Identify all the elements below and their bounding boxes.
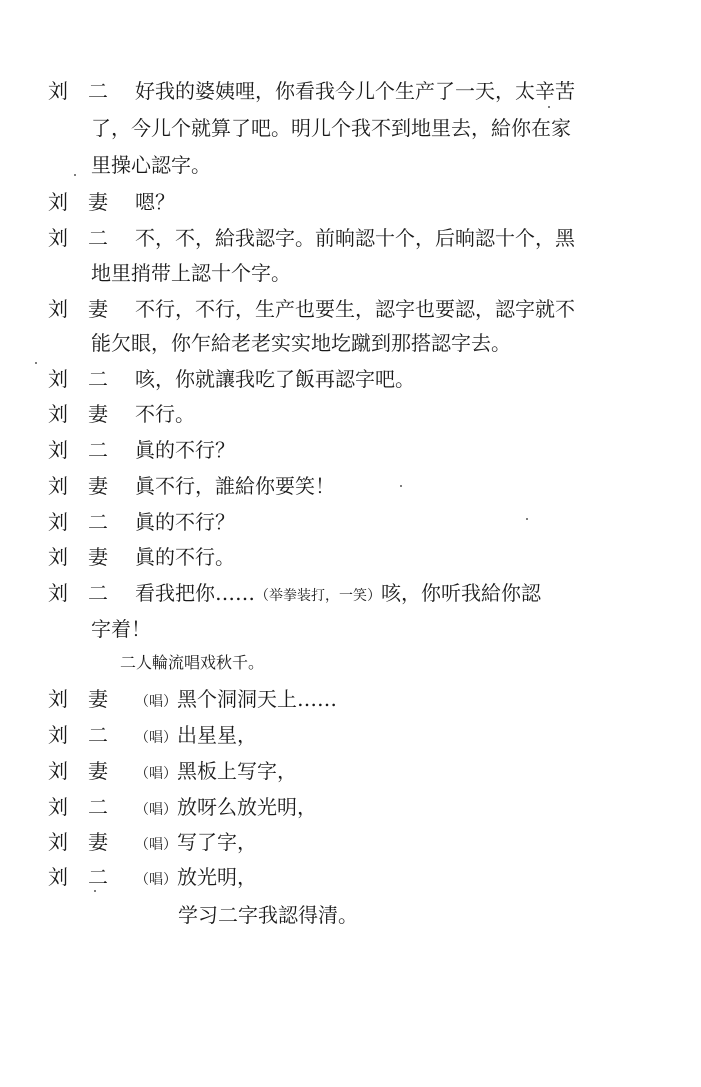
dialogue-text-part: 看我把你……	[135, 581, 255, 605]
sing-mark: （唱）	[135, 837, 177, 853]
song-text	[135, 829, 257, 858]
dialogue-text: 不行。	[135, 402, 195, 426]
dialogue-text: 不行，不行，生产也要生，認字也要認，認字就不	[135, 297, 575, 321]
dialogue-text-part: 咳，你听我給你認	[381, 581, 541, 605]
print-speck	[400, 485, 402, 487]
song-text	[135, 722, 257, 751]
song-lyric: 黑板上写字，	[177, 759, 297, 783]
speaker-label: 刘妻	[48, 545, 128, 569]
song-lyric: 写了字，	[177, 830, 257, 854]
speaker-label: 刘妻	[48, 830, 128, 854]
speaker-label: 刘二	[48, 438, 128, 462]
print-speck	[94, 890, 96, 892]
song-text	[135, 758, 297, 787]
sing-mark: （唱）	[135, 694, 177, 710]
dialogue-continuation: 了，今儿个就算了吧。明儿个我不到地里去，給你在家	[91, 116, 571, 140]
song-lyric: 黑个洞洞天上……	[177, 687, 337, 711]
speaker-label: 刘二	[48, 226, 128, 250]
dialogue-continuation: 字着！	[91, 617, 151, 641]
speaker-label: 刘二	[48, 510, 128, 534]
print-speck	[74, 174, 76, 176]
dialogue-continuation: 能欠眼，你乍給老老实实地圪蹴到那搭認字去。	[91, 331, 511, 355]
speaker-label: 刘妻	[48, 297, 128, 321]
dialogue-text: 好我的婆姨哩，你看我今儿个生产了一天，太辛苦	[135, 79, 575, 103]
song-lyric: 放光明，	[177, 865, 257, 889]
song-text	[135, 864, 257, 893]
dialogue-text: 眞的不行？	[135, 438, 235, 462]
speaker-label: 刘二	[48, 723, 128, 747]
sing-mark: （唱）	[135, 730, 177, 746]
song-text	[135, 686, 337, 715]
dialogue-continuation: 地里捎带上認十个字。	[91, 261, 291, 285]
speaker-label: 刘妻	[48, 402, 128, 426]
speaker-label: 刘二	[48, 795, 128, 819]
inline-stage-direction: （举拳装打，一笑）	[255, 588, 381, 604]
dialogue-text: 眞的不行。	[135, 545, 235, 569]
song-lyric: 放呀么放光明，	[177, 795, 317, 819]
dialogue-text	[135, 580, 541, 609]
speaker-label: 刘二	[48, 367, 128, 391]
dialogue-text: 不，不，給我認字。前晌認十个，后晌認十个，黑	[135, 226, 575, 250]
speaker-label: 刘妻	[48, 687, 128, 711]
print-speck	[526, 518, 528, 520]
song-text	[135, 794, 317, 823]
dialogue-text: 眞不行，誰給你要笑！	[135, 474, 335, 498]
speaker-label: 刘妻	[48, 474, 128, 498]
stage-direction: 二人輪流唱戏秋千。	[120, 653, 265, 672]
speaker-label: 刘妻	[48, 759, 128, 783]
print-speck	[35, 362, 37, 364]
dialogue-continuation: 里操心認字。	[91, 153, 211, 177]
speaker-label: 刘二	[48, 581, 128, 605]
dialogue-text: 咳，你就讓我吃了飯再認字吧。	[135, 367, 415, 391]
final-verse: 学习二字我認得清。	[178, 903, 358, 927]
sing-mark: （唱）	[135, 802, 177, 818]
speaker-label: 刘二	[48, 865, 128, 889]
speaker-label: 刘二	[48, 79, 128, 103]
speaker-label: 刘妻	[48, 190, 128, 214]
sing-mark: （唱）	[135, 766, 177, 782]
print-speck	[548, 106, 550, 108]
dialogue-text: 嗯？	[135, 190, 175, 214]
dialogue-text: 眞的不行？	[135, 510, 235, 534]
song-lyric: 出星星，	[177, 723, 257, 747]
sing-mark: （唱）	[135, 872, 177, 888]
